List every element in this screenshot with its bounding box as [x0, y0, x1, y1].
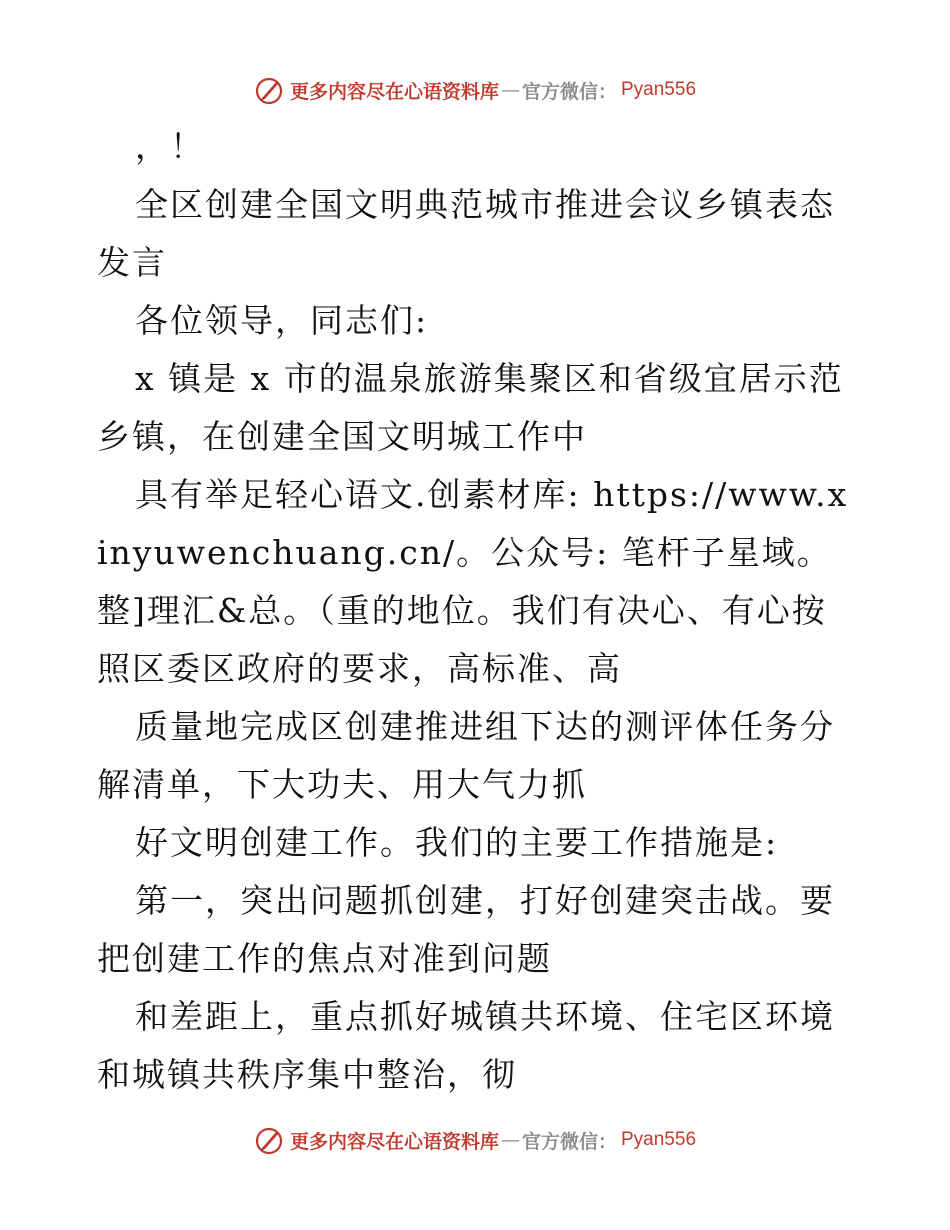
header-watermark [0, 70, 950, 110]
paragraph-salutation: 各位领导，同志们: [135, 301, 429, 340]
watermark-wechat-id: Pyan556 [621, 79, 697, 100]
paragraph-intro: x 镇是 x 市的温泉旅游集聚区和省级宜居示范乡镇，在创建全国文明城工作中 [97, 359, 844, 456]
quill-pen-logo-icon [254, 75, 284, 105]
watermark-brand: 更多内容尽在心语资料库 [289, 1130, 499, 1153]
watermark-separator: — [500, 1129, 520, 1151]
watermark-official-label: 官方微信： [521, 80, 617, 103]
footer-watermark [0, 1120, 950, 1160]
watermark-separator: — [500, 79, 520, 101]
paragraph-measure-one-detail: 和差距上，重点抓好城镇共环境、住宅区环境和城镇共秩序集中整治，彻 [97, 997, 835, 1094]
paragraph-punctuation: ，！ [135, 127, 205, 166]
paragraph-measure-one: 第一，突出问题抓创建，打好创建突击战。要把创建工作的焦点对准到问题 [97, 881, 835, 978]
watermark-wechat-id: Pyan556 [621, 1129, 697, 1150]
document-body [97, 118, 857, 1104]
paragraph-measures-intro: 好文明创建工作。我们的主要工作措施是: [135, 823, 779, 862]
quill-pen-logo-icon [254, 1125, 284, 1155]
paragraph-commitment: 具有举足轻心语文.创素材库: https://www.xinyuwenchuang.cn/。公众号: 笔杆子星域。整]理汇&总。（重的地位。我们有决心、有心按照区委区政府的要求，高标准、高 [97, 475, 849, 688]
watermark-brand: 更多内容尽在心语资料库 [289, 80, 499, 103]
document-title: 全区创建全国文明典范城市推进会议乡镇表态发言 [97, 185, 835, 282]
watermark-official-label: 官方微信： [521, 1130, 617, 1153]
paragraph-task-list: 质量地完成区创建推进组下达的测评体任务分解清单，下大功夫、用大气力抓 [97, 707, 835, 804]
